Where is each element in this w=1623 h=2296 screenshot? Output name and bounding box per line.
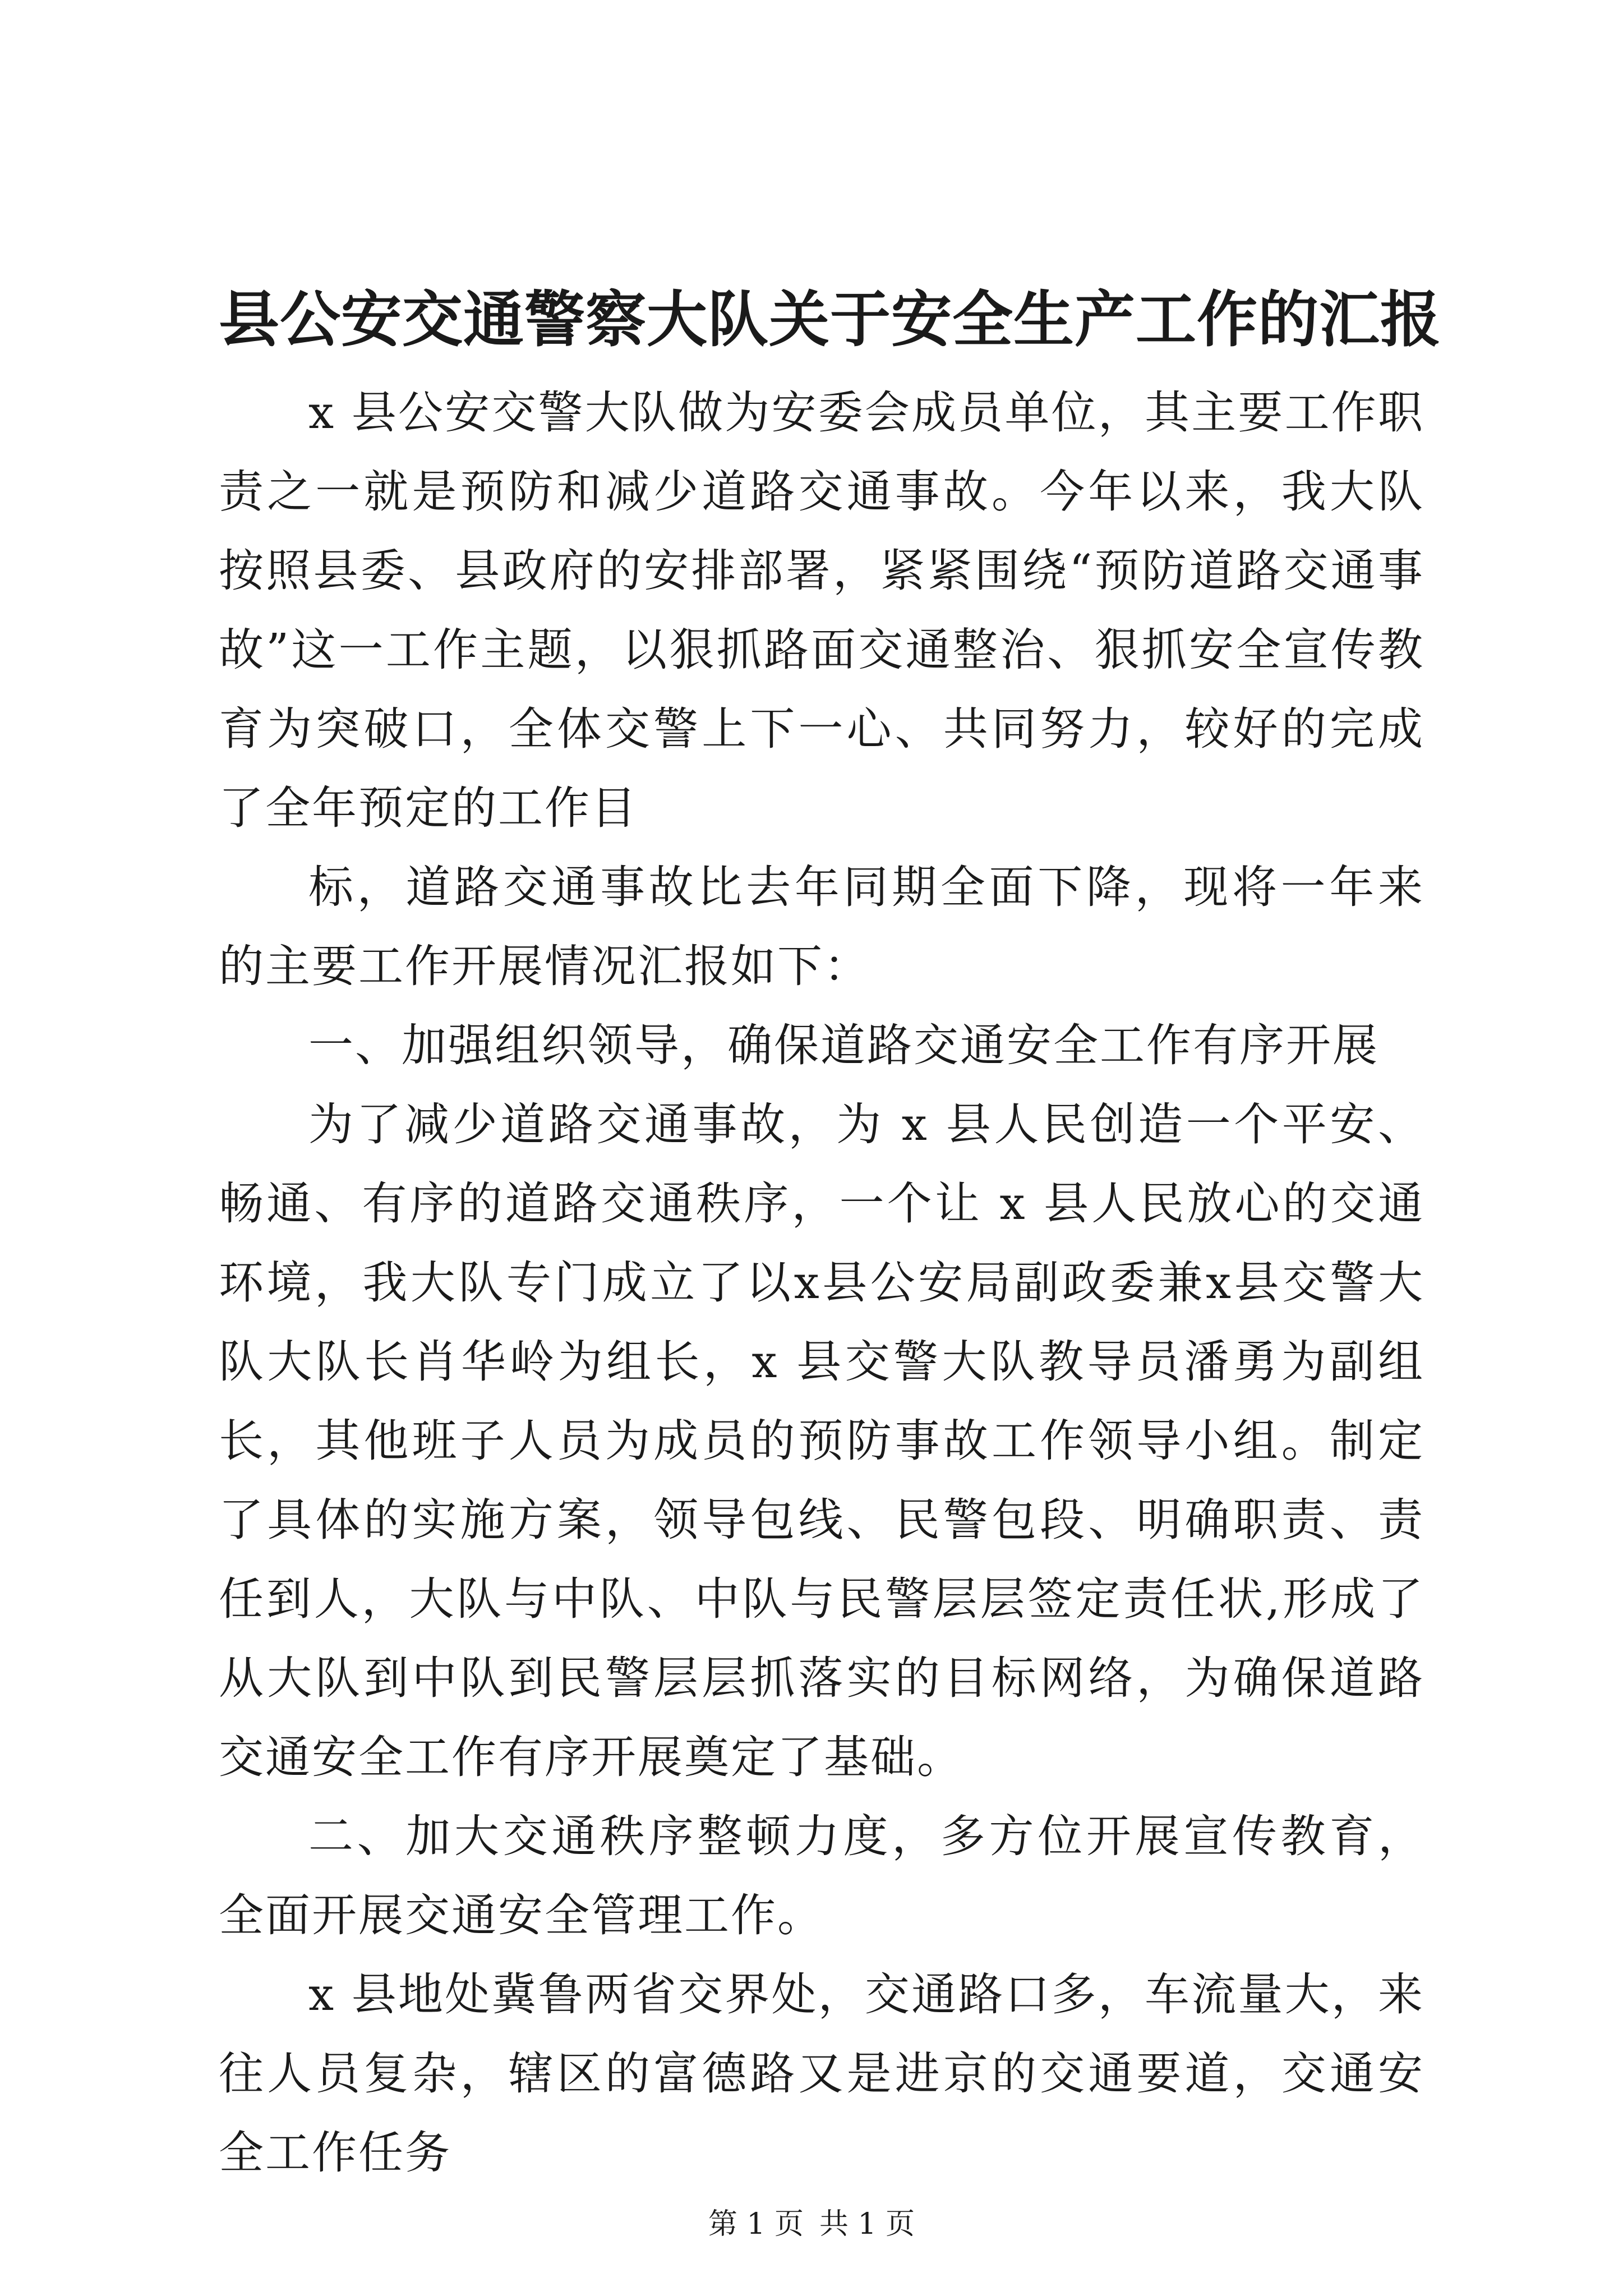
page-total: 共 1 页	[819, 2207, 915, 2241]
document-title: 县公安交通警察大队关于安全生产工作的汇报	[219, 284, 1442, 355]
paragraph-section-2: x 县地处冀鲁两省交界处，交通路口多，车流量大，来往人员复杂，辖区的富德路又是进京的交通要道，交通安全工作任务	[219, 1968, 1424, 2179]
paragraph-intro-continued: 标，道路交通事故比去年同期全面下降，现将一年来的主要工作开展情况汇报如下：	[219, 861, 1424, 992]
document-body	[219, 373, 1424, 2192]
section-heading-1: 一、加强组织领导，确保道路交通安全工作有序开展	[308, 1019, 1379, 1071]
page-number: 第 1 页	[708, 2207, 804, 2241]
paragraph-section-1: 为了减少道路交通事故，为 x 县人民创造一个平安、畅通、有序的道路交通秩序，一个让 x 县人民放心的交通环境，我大队专门成立了以x县公安局副政委兼x县交警大队大队长肖华岭为组长，x 县交警大队教导员潘勇为副组长，其他班子人员为成员的预防事故工作领导小组。制定了具体的实施方案，领导包线、民警包段、明确职责、责任到人，大队与中队、中队与民警层层签定责任状,形成了从大队到中队到民警层层抓落实的目标网络，为确保道路交通安全工作有序开展奠定了基础。	[219, 1098, 1424, 1783]
paragraph-intro: x 县公安交警大队做为安委会成员单位，其主要工作职责之一就是预防和减少道路交通事故。今年以来，我大队按照县委、县政府的安排部署，紧紧围绕“预防道路交通事故”这一工作主题，以狠抓路面交通整治、狠抓安全宣传教育为突破口，全体交警上下一心、共同努力，较好的完成了全年预定的工作目	[219, 386, 1424, 834]
page-footer	[0, 2205, 1623, 2244]
section-heading-2: 二、加大交通秩序整顿力度，多方位开展宣传教育，全面开展交通安全管理工作。	[219, 1810, 1424, 1941]
